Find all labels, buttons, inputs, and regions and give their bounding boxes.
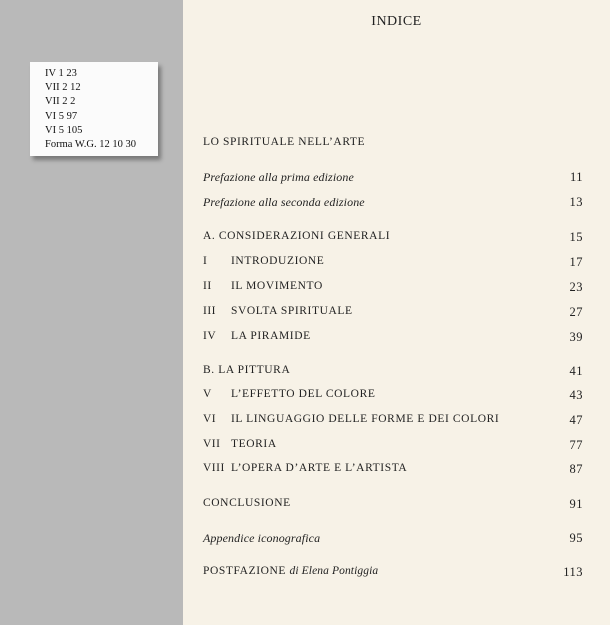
entry-page-number: 23 — [569, 280, 583, 294]
toc-entry-movimento — [203, 280, 583, 296]
chapter-numeral: VIII — [203, 462, 225, 474]
toc-entry-appendice — [203, 531, 583, 547]
chapter-numeral: VII — [203, 438, 221, 450]
note-line: VI 5 105 — [45, 124, 83, 136]
entry-title: A. CONSIDERAZIONI GENERALI — [203, 230, 391, 242]
entry-title: L’EFFETTO DEL COLORE — [231, 388, 376, 400]
toc-entry-considerazioni-generali — [203, 230, 583, 246]
entry-page-number: 17 — [569, 255, 583, 269]
toc-entry-prefazione-seconda — [203, 195, 583, 211]
entry-page-number: 13 — [569, 195, 583, 209]
entry-title: LA PIRAMIDE — [231, 330, 311, 342]
toc-entry-postfazione — [203, 565, 583, 581]
note-line: VII 2 2 — [45, 96, 76, 108]
note-line: VI 5 97 — [45, 110, 78, 122]
entry-title: Appendice iconografica — [203, 531, 321, 545]
entry-title: Prefazione alla prima edizione — [203, 170, 354, 184]
catalog-note-card — [30, 62, 158, 156]
index-page — [183, 0, 610, 625]
toc-entry-conclusione — [203, 497, 583, 513]
toc-entry-linguaggio — [203, 413, 583, 429]
toc-entry-svolta-spirituale — [203, 305, 583, 321]
entry-title — [203, 565, 378, 577]
toc-entry-opera-arte — [203, 462, 583, 478]
chapter-numeral: III — [203, 305, 216, 317]
entry-page-number: 87 — [569, 462, 583, 476]
entry-title: L’OPERA D’ARTE E L’ARTISTA — [231, 462, 408, 474]
entry-page-number: 39 — [569, 330, 583, 344]
note-line: IV 1 23 — [45, 68, 77, 79]
toc-entry-prefazione-prima — [203, 170, 583, 186]
toc-entry-effetto-colore — [203, 388, 583, 404]
entry-title: Prefazione alla seconda edizione — [203, 195, 365, 209]
toc-entry-pittura — [203, 364, 583, 380]
chapter-numeral: V — [203, 388, 212, 400]
chapter-numeral: I — [203, 255, 208, 267]
toc-entry-teoria — [203, 438, 583, 454]
entry-page-number: 95 — [569, 531, 583, 545]
entry-title: CONCLUSIONE — [203, 497, 291, 509]
toc-entry-piramide — [203, 330, 583, 346]
entry-page-number: 15 — [569, 230, 583, 244]
note-line: Forma W.G. 12 10 30 — [45, 139, 137, 151]
entry-page-number: 47 — [569, 413, 583, 427]
page-title: INDICE — [371, 14, 422, 29]
chapter-numeral: IV — [203, 330, 217, 342]
entry-page-number: 11 — [569, 170, 583, 184]
entry-title: SVOLTA SPIRITUALE — [231, 305, 353, 317]
toc-entry-introduzione — [203, 255, 583, 271]
entry-title: IL LINGUAGGIO DELLE FORME E DEI COLORI — [231, 413, 500, 425]
entry-title: INTRODUZIONE — [231, 255, 325, 267]
entry-title-author: di Elena Pontiggia — [289, 565, 379, 577]
note-line: VII 2 12 — [45, 82, 81, 94]
chapter-numeral: VI — [203, 413, 217, 425]
entry-title: B. LA PITTURA — [203, 364, 291, 376]
entry-page-number: 27 — [569, 305, 583, 319]
entry-title: IL MOVIMENTO — [231, 280, 323, 292]
entry-title: TEORIA — [231, 438, 277, 450]
chapter-numeral: II — [203, 280, 212, 292]
entry-page-number: 91 — [569, 497, 583, 511]
entry-page-number: 43 — [569, 388, 583, 402]
entry-page-number: 77 — [569, 438, 583, 452]
entry-page-number: 113 — [563, 565, 583, 579]
entry-title-main: POSTFAZIONE — [203, 565, 287, 577]
entry-page-number: 41 — [569, 364, 583, 378]
section-heading: LO SPIRITUALE NELL’ARTE — [203, 136, 366, 148]
